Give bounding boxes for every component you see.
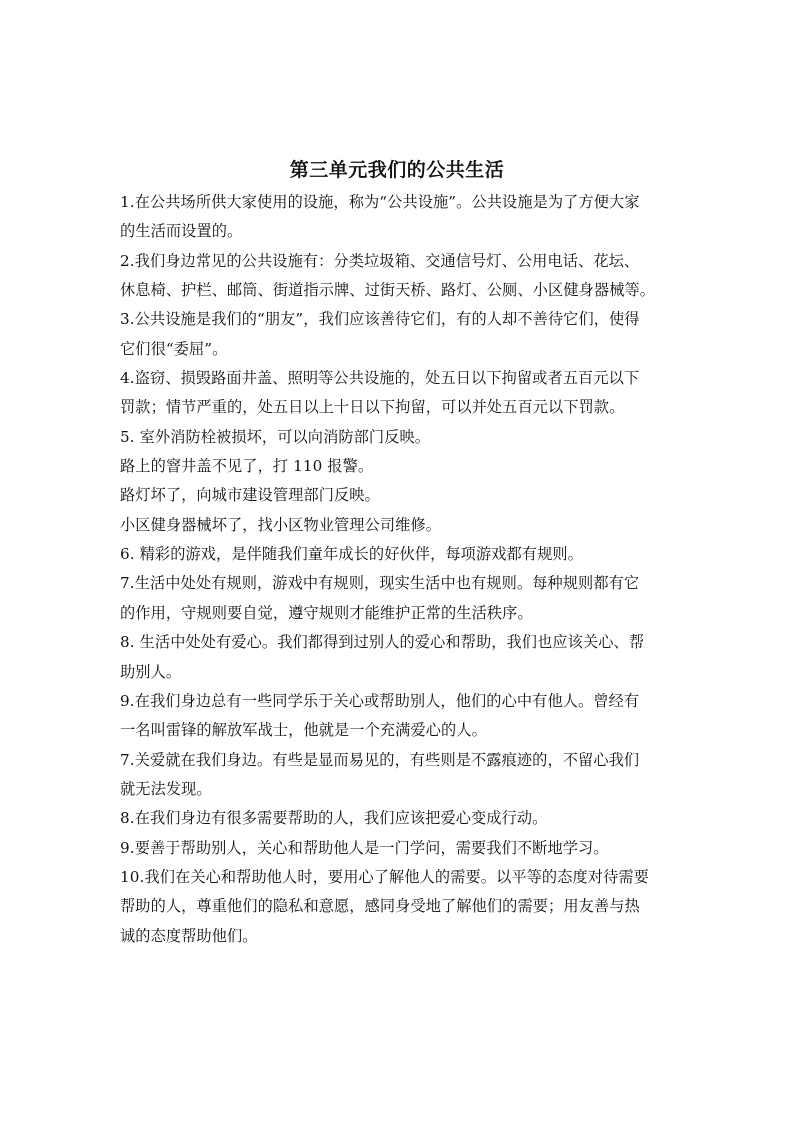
- text-line: 一名叫雷锋的解放军战士，他就是一个充满爱心的人。: [120, 721, 487, 740]
- text-line: 9.要善于帮助别人，关心和帮助他人是一门学问，需要我们不断地学习。: [120, 838, 609, 857]
- text-line: 诚的态度帮助他们。: [120, 926, 258, 945]
- text-line: 的生活而设置的。: [120, 222, 243, 241]
- text-line: 5. 室外消防栓被损坏，可以向消防部门反映。: [120, 427, 431, 446]
- document-body: [120, 188, 688, 951]
- page-title: 第三单元我们的公共生活: [289, 159, 505, 181]
- text-line: 2.我们身边常见的公共设施有：分类垃圾箱、交通信号灯、公用电话、花坛、: [120, 251, 640, 270]
- text-line: 4.盗窃、损毁路面井盖、照明等公共设施的，处五日以下拘留或者五百元以下: [120, 369, 640, 388]
- text-line: 8.在我们身边有很多需要帮助的人，我们应该把爱心变成行动。: [120, 809, 548, 828]
- text-line: 路灯坏了，向城市建设管理部门反映。: [120, 486, 380, 505]
- text-line: 9.在我们身边总有一些同学乐于关心或帮助别人，他们的心中有他人。曾经有: [120, 691, 640, 710]
- text-line: 3.公共设施是我们的“朋友”，我们应该善待它们，有的人却不善待它们，使得: [120, 310, 640, 329]
- text-line: 帮助的人，尊重他们的隐私和意愿，感同身受地了解他们的需要；用友善与热: [120, 897, 640, 916]
- text-line: 的作用，守规则要自觉，遵守规则才能维护正常的生活秩序。: [120, 603, 533, 622]
- text-line: 8. 生活中处处有爱心。我们都得到过别人的爱心和帮助，我们也应该关心、帮: [120, 633, 645, 652]
- text-line: 1.在公共场所供大家使用的设施，称为“公共设施”。公共设施是为了方便大家: [120, 193, 640, 211]
- text-line: 7.生活中处处有规则，游戏中有规则，现实生活中也有规则。每种规则都有它: [120, 574, 640, 593]
- text-line: 路上的窨井盖不见了，打 110 报警。: [120, 457, 374, 476]
- text-line: 10.我们在关心和帮助他人时，要用心了解他人的需要。以平等的态度对待需要: [120, 867, 649, 886]
- text-line: 它们很“委屈”。: [120, 339, 228, 358]
- text-line: 休息椅、护栏、邮筒、街道指示牌、过街天桥、路灯、公厕、小区健身器械等。: [120, 281, 656, 300]
- text-line: 就无法发现。: [120, 779, 212, 798]
- text-line: 7.关爱就在我们身边。有些是显而易见的，有些则是不露痕迹的，不留心我们: [120, 750, 640, 769]
- text-line: 6. 精彩的游戏，是伴随我们童年成长的好伙伴，每项游戏都有规则。: [120, 545, 583, 564]
- text-line: 罚款；情节严重的，处五日以上十日以下拘留，可以并处五百元以下罚款。: [120, 398, 625, 417]
- text-line: 助别人。: [120, 662, 182, 681]
- text-line: 小区健身器械坏了，找小区物业管理公司维修。: [120, 515, 442, 534]
